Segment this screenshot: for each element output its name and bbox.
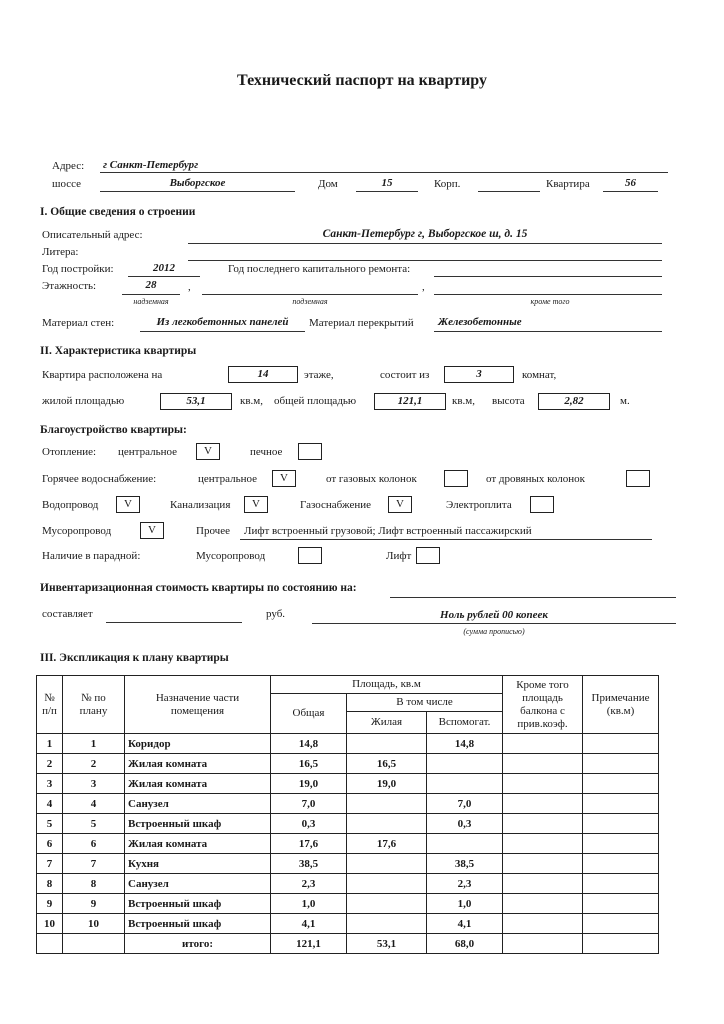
col-area-header: Площадь, кв.м	[271, 676, 503, 694]
row-num-cell: 6	[37, 834, 63, 854]
floor-label: этаже,	[304, 369, 334, 381]
col-total-header: Общая	[271, 694, 347, 734]
amount-label: составляет	[42, 608, 93, 620]
amount-words-value: Ноль рублей 00 копеек	[440, 609, 548, 621]
row-total-cell: 14,8	[271, 734, 347, 754]
address-underline	[100, 172, 668, 173]
row-plan-cell: 5	[63, 814, 125, 834]
col-purpose-header: Назначение части помещения	[125, 676, 271, 734]
col-incl-header: В том числе	[347, 694, 503, 712]
underground-underline	[202, 294, 418, 295]
heating-central-label: центральное	[118, 446, 177, 458]
row-total-cell: 17,6	[271, 834, 347, 854]
row-num-cell: 5	[37, 814, 63, 834]
table-row	[37, 834, 659, 854]
lift-label: Лифт	[386, 550, 412, 562]
row-note-cell	[583, 794, 659, 814]
col-num-header: № п/п	[37, 676, 63, 734]
totals-living-cell: 53,1	[347, 934, 427, 954]
col-aux-header: Вспомогат.	[427, 712, 503, 734]
row-plan-cell: 2	[63, 754, 125, 774]
row-num-cell: 10	[37, 914, 63, 934]
row-aux-cell: 2,3	[427, 874, 503, 894]
row-name-cell: Санузел	[125, 794, 271, 814]
row-balcony-cell	[503, 834, 583, 854]
located-label: Квартира расположена на	[42, 369, 163, 381]
row-aux-cell: 4,1	[427, 914, 503, 934]
row-balcony-cell	[503, 854, 583, 874]
row-balcony-cell	[503, 814, 583, 834]
section1-title: I. Общие сведения о строении	[40, 206, 196, 218]
rub-label: руб.	[266, 608, 286, 620]
explication-table	[36, 675, 659, 954]
table-row	[37, 914, 659, 934]
row-living-cell: 16,5	[347, 754, 427, 774]
row-num-cell: 8	[37, 874, 63, 894]
row-plan-cell: 10	[63, 914, 125, 934]
row-total-cell: 19,0	[271, 774, 347, 794]
row-note-cell	[583, 734, 659, 754]
table-row	[37, 734, 659, 754]
totals-aux-cell: 68,0	[427, 934, 503, 954]
hot-water-label: Горячее водоснабжение:	[42, 473, 157, 485]
row-living-cell	[347, 914, 427, 934]
note-underground: подземная	[292, 297, 328, 306]
row-name-cell: Встроенный шкаф	[125, 814, 271, 834]
row-plan-cell: 1	[63, 734, 125, 754]
descr-address-underline	[188, 243, 662, 244]
totals-total-cell: 121,1	[271, 934, 347, 954]
row-total-cell: 7,0	[271, 794, 347, 814]
ceiling-label: Материал перекрытий	[309, 317, 414, 329]
col-balcony-header: Кроме того площадь балкона с прив.коэф.	[503, 676, 583, 734]
row-aux-cell: 1,0	[427, 894, 503, 914]
section3-title: III. Экспликация к плану квартиры	[40, 652, 229, 664]
row-living-cell	[347, 874, 427, 894]
street-type-label: шоссе	[52, 178, 82, 190]
walls-underline	[140, 331, 305, 332]
section2-title: II. Характеристика квартиры	[40, 345, 197, 357]
rooms-box: 3	[444, 366, 514, 383]
hw-central-box: V	[272, 470, 296, 487]
other-underline	[240, 539, 652, 540]
amenities-title: Благоустройство квартиры:	[40, 424, 187, 436]
totals-label-cell: итого:	[125, 934, 271, 954]
hw-wood-label: от дровяных колонок	[486, 473, 586, 485]
amount-words-note: (сумма прописью)	[463, 627, 525, 636]
row-name-cell: Встроенный шкаф	[125, 914, 271, 934]
totals-blank-cell	[63, 934, 125, 954]
inventory-date-underline	[390, 597, 676, 598]
col-living-header: Жилая	[347, 712, 427, 734]
floors-label: Этажность:	[42, 280, 97, 292]
row-name-cell: Жилая комната	[125, 754, 271, 774]
house-value: 15	[381, 177, 393, 189]
row-total-cell: 2,3	[271, 874, 347, 894]
height-label: высота	[492, 395, 525, 407]
heating-central-box: V	[196, 443, 220, 460]
col-note-header: Примечание (кв.м)	[583, 676, 659, 734]
row-num-cell: 7	[37, 854, 63, 874]
walls-value: Из легкобетонных панелей	[156, 316, 289, 328]
floors-comma-2: ,	[422, 281, 425, 293]
row-note-cell	[583, 814, 659, 834]
row-name-cell: Кухня	[125, 854, 271, 874]
rooms-label: комнат,	[522, 369, 557, 381]
chute-label: Мусоропровод	[42, 525, 112, 537]
floors-value: 28	[145, 279, 157, 291]
apartment-label: Квартира	[546, 178, 590, 190]
row-note-cell	[583, 874, 659, 894]
korp-label: Корп.	[434, 178, 461, 190]
gas-box: V	[388, 496, 412, 513]
row-total-cell: 1,0	[271, 894, 347, 914]
floors-comma-1: ,	[188, 281, 191, 293]
walls-label: Материал стен:	[42, 317, 115, 329]
row-plan-cell: 8	[63, 874, 125, 894]
row-num-cell: 3	[37, 774, 63, 794]
row-note-cell	[583, 774, 659, 794]
korp-underline	[478, 191, 540, 192]
amount-words-underline	[312, 623, 676, 624]
sewer-label: Канализация	[170, 499, 231, 511]
heating-stove-box	[298, 443, 322, 460]
elstove-label: Электроплита	[446, 499, 512, 511]
row-living-cell: 17,6	[347, 834, 427, 854]
row-note-cell	[583, 914, 659, 934]
other-label: Прочее	[196, 525, 230, 537]
house-underline	[356, 191, 418, 192]
row-plan-cell: 6	[63, 834, 125, 854]
row-aux-cell	[427, 834, 503, 854]
year-built-value: 2012	[153, 262, 175, 274]
street-value: Выборгское	[169, 177, 226, 189]
row-total-cell: 4,1	[271, 914, 347, 934]
row-total-cell: 16,5	[271, 754, 347, 774]
row-balcony-cell	[503, 734, 583, 754]
row-living-cell	[347, 894, 427, 914]
house-label: Дом	[318, 178, 338, 190]
gas-label: Газоснабжение	[300, 499, 371, 511]
height-box: 2,82	[538, 393, 610, 410]
descr-address-value: Санкт-Петербург г, Выборгское ш, д. 15	[322, 228, 528, 240]
row-balcony-cell	[503, 894, 583, 914]
row-aux-cell: 0,3	[427, 814, 503, 834]
litera-label: Литера:	[42, 246, 79, 258]
note-above-ground: надземная	[133, 297, 169, 306]
table-row	[37, 874, 659, 894]
row-total-cell: 0,3	[271, 814, 347, 834]
table-row	[37, 854, 659, 874]
row-total-cell: 38,5	[271, 854, 347, 874]
amount-underline	[106, 622, 242, 623]
floors-underline	[122, 294, 180, 295]
apartment-underline	[603, 191, 658, 192]
row-living-cell	[347, 854, 427, 874]
chute-box: V	[140, 522, 164, 539]
table-row	[37, 774, 659, 794]
ceiling-value: Железобетонные	[438, 316, 522, 328]
address-value: г Санкт-Петербург	[103, 159, 199, 171]
row-num-cell: 1	[37, 734, 63, 754]
sewer-box: V	[244, 496, 268, 513]
table-row	[37, 894, 659, 914]
hw-wood-box	[626, 470, 650, 487]
other-value: Лифт встроенный грузовой; Лифт встроенный пассажирский	[244, 525, 532, 537]
entrance-chute-box	[298, 547, 322, 564]
ceiling-underline	[434, 331, 662, 332]
entrance-chute-label: Мусоропровод	[196, 550, 266, 562]
totals-balcony-cell	[503, 934, 583, 954]
street-underline	[100, 191, 295, 192]
water-box: V	[116, 496, 140, 513]
row-plan-cell: 7	[63, 854, 125, 874]
m-label: м.	[620, 395, 630, 407]
living-label: жилой площадью	[42, 395, 125, 407]
address-label: Адрес:	[52, 160, 85, 172]
row-balcony-cell	[503, 774, 583, 794]
row-note-cell	[583, 754, 659, 774]
row-name-cell: Санузел	[125, 874, 271, 894]
except-underline	[434, 294, 662, 295]
row-aux-cell	[427, 774, 503, 794]
totals-blank-cell	[37, 934, 63, 954]
year-built-label: Год постройки:	[42, 263, 114, 275]
row-balcony-cell	[503, 794, 583, 814]
inventory-title: Инвентаризационная стоимость квартиры по состоянию на:	[40, 582, 357, 594]
hw-gas-box	[444, 470, 468, 487]
year-repair-label: Год последнего капитального ремонта:	[228, 263, 411, 275]
row-note-cell	[583, 894, 659, 914]
floor-box: 14	[228, 366, 298, 383]
row-aux-cell: 7,0	[427, 794, 503, 814]
sqm-1: кв.м,	[240, 395, 263, 407]
row-num-cell: 9	[37, 894, 63, 914]
apartment-value: 56	[625, 177, 636, 189]
row-aux-cell	[427, 754, 503, 774]
sqm-2: кв.м,	[452, 395, 475, 407]
total-label: общей площадью	[274, 395, 357, 407]
totals-row	[37, 934, 659, 954]
table-row	[37, 754, 659, 774]
entrance-label: Наличие в парадной:	[42, 550, 141, 562]
water-label: Водопровод	[42, 499, 99, 511]
row-plan-cell: 9	[63, 894, 125, 914]
row-aux-cell: 38,5	[427, 854, 503, 874]
row-note-cell	[583, 854, 659, 874]
row-aux-cell: 14,8	[427, 734, 503, 754]
consists-label: состоит из	[380, 369, 430, 381]
row-name-cell: Коридор	[125, 734, 271, 754]
row-plan-cell: 3	[63, 774, 125, 794]
elstove-box	[530, 496, 554, 513]
row-num-cell: 4	[37, 794, 63, 814]
row-living-cell	[347, 814, 427, 834]
row-balcony-cell	[503, 914, 583, 934]
row-note-cell	[583, 834, 659, 854]
page-title: Технический паспорт на квартиру	[237, 72, 487, 89]
row-name-cell: Встроенный шкаф	[125, 894, 271, 914]
heating-stove-label: печное	[250, 446, 283, 458]
living-box: 53,1	[160, 393, 232, 410]
row-living-cell	[347, 794, 427, 814]
row-plan-cell: 4	[63, 794, 125, 814]
table-row	[37, 794, 659, 814]
descr-address-label: Описательный адрес:	[42, 229, 143, 241]
year-repair-underline	[434, 276, 662, 277]
hw-gas-label: от газовых колонок	[326, 473, 417, 485]
totals-note-cell	[583, 934, 659, 954]
year-built-underline	[128, 276, 200, 277]
row-living-cell	[347, 734, 427, 754]
row-num-cell: 2	[37, 754, 63, 774]
total-box: 121,1	[374, 393, 446, 410]
row-name-cell: Жилая комната	[125, 774, 271, 794]
row-balcony-cell	[503, 874, 583, 894]
row-living-cell: 19,0	[347, 774, 427, 794]
heating-label: Отопление:	[42, 446, 97, 458]
note-except: кроме того	[530, 297, 570, 306]
lift-box	[416, 547, 440, 564]
col-plan-header: № по плану	[63, 676, 125, 734]
litera-underline	[188, 260, 662, 261]
table-row	[37, 814, 659, 834]
row-name-cell: Жилая комната	[125, 834, 271, 854]
hw-central-label: центральное	[198, 473, 257, 485]
row-balcony-cell	[503, 754, 583, 774]
